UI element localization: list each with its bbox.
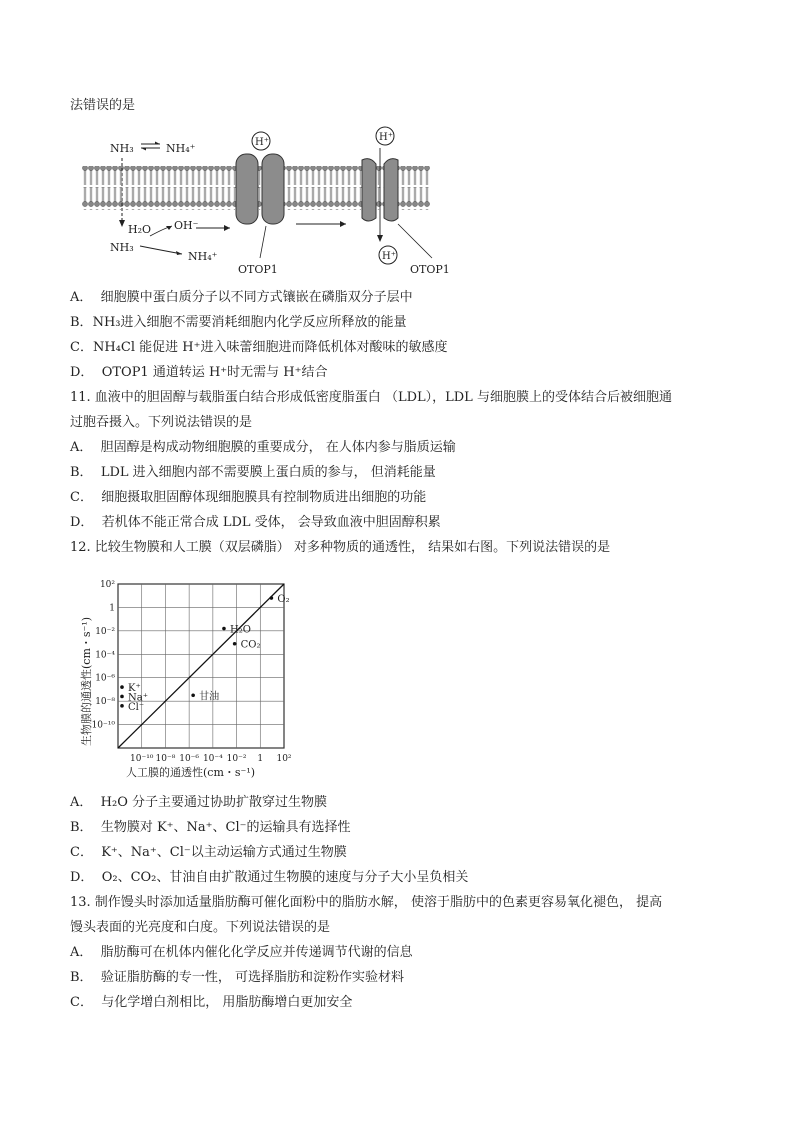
nh3-label-outside: NH₃ (110, 142, 134, 155)
data-point (120, 695, 124, 699)
data-point (222, 627, 226, 631)
q11-stem-line1: 11. 血液中的胆固醇与载脂蛋白结合形成低密度脂蛋白 （LDL），LDL 与细胞膜上的受体结合后被细胞通 (70, 390, 672, 405)
svg-text:H⁺: H⁺ (382, 251, 396, 262)
h2o-label: H₂O (128, 223, 152, 236)
q10-stem-tail: 法错误的是 (70, 98, 136, 113)
otop1-channel-open-right (384, 159, 398, 221)
y-tick-label: 10⁻² (95, 626, 115, 637)
y-tick-label: 10⁻⁶ (95, 673, 115, 684)
x-tick-label: 10⁻⁸ (155, 754, 176, 764)
q10-option-d: D． OTOP1 通道转运 H⁺时无需与 H⁺结合 (70, 365, 328, 380)
otop1-channel-closed-right (262, 154, 284, 224)
data-point-label: Cl⁻ (128, 701, 145, 713)
q11-option-c: C． 细胞摄取胆固醇体现细胞膜具有控制物质进出细胞的功能 (70, 490, 427, 505)
reference-diagonal (118, 584, 284, 748)
data-point-label: H₂O (229, 624, 251, 636)
data-point-label: Na⁺ (128, 692, 148, 704)
q13-option-c: C． 与化学增白剂相比， 用脂肪酶增白更加安全 (70, 995, 353, 1010)
data-point-label: K⁺ (128, 683, 141, 695)
q12-option-c: C． K⁺、Na⁺、Cl⁻以主动运输方式通过生物膜 (70, 845, 347, 860)
chart-xlabel: 人工膜的通透性(cm・s⁻¹) (126, 766, 256, 779)
x-tick-label: 1 (257, 754, 264, 764)
x-tick-label: 10⁻¹⁰ (130, 754, 154, 764)
q12-option-a: A． H₂O 分子主要通过协助扩散穿过生物膜 (70, 795, 327, 810)
equilibrium-arrow-icon (141, 142, 160, 151)
nh4-label-outside: NH₄⁺ (166, 142, 196, 155)
x-tick-label: 10⁻⁴ (202, 754, 223, 764)
h-ion-outside-left (252, 132, 270, 150)
data-point (233, 642, 237, 646)
q13-stem-line2: 馒头表面的光亮度和白度。下列说法错误的是 (70, 920, 331, 935)
svg-text:H⁺: H⁺ (255, 137, 269, 148)
q11-option-d: D． 若机体不能正常合成 LDL 受体， 会导致血液中胆固醇积累 (70, 515, 441, 530)
q11-option-b: B． LDL 进入细胞内部不需要膜上蛋白质的参与， 但消耗能量 (70, 465, 436, 480)
y-tick-label: 1 (109, 603, 115, 614)
y-tick-label: 10⁻⁸ (95, 697, 115, 708)
x-tick-label: 10² (276, 754, 292, 764)
q12-option-d: D． O₂、CO₂、甘油自由扩散通过生物膜的速度与分子大小呈负相关 (70, 870, 469, 885)
data-point-label: O₂ (277, 594, 290, 606)
y-tick-label: 10⁻¹⁰ (91, 720, 115, 731)
chart-grid (118, 584, 284, 748)
diffusion-arrowhead-icon (119, 220, 125, 227)
nh4-label-inside: NH₄⁺ (188, 250, 218, 263)
otop1-channel-open-left (362, 159, 376, 221)
otop1-label-left: OTOP1 (238, 263, 278, 276)
q10-option-c: C．NH₄Cl 能促进 H⁺进入味蕾细胞进而降低机体对酸味的敏感度 (70, 340, 448, 355)
svg-text:H⁺: H⁺ (379, 132, 393, 143)
reaction-arrow-icon (140, 246, 182, 254)
nh3-label-inside: NH₃ (110, 241, 134, 254)
chart-ylabel: 生物膜的通透性(cm・s⁻¹) (80, 616, 93, 746)
q10-option-a: A． 细胞膜中蛋白质分子以不同方式镶嵌在磷脂双分子层中 (70, 290, 413, 305)
q12-stem: 12. 比较生物膜和人工膜（双层磷脂） 对多种物质的通透性， 结果如右图。下列说法错误的是 (70, 540, 611, 555)
h-ion-outside-right (376, 127, 394, 145)
data-point (120, 685, 124, 689)
q13-stem-line1: 13. 制作馒头时添加适量脂肪酶可催化面粉中的脂肪水解， 使溶于脂肪中的色素更容易氧化褪色， 提高 (70, 895, 663, 910)
otop1-channel-closed-left (236, 154, 258, 224)
q11-option-a: A． 胆固醇是构成动物细胞膜的重要成分， 在人体内参与脂质运输 (70, 440, 456, 455)
data-point-label: CO₂ (240, 639, 261, 651)
q11-stem-line2: 过胞吞摄入。下列说法错误的是 (70, 415, 253, 430)
chart-points (120, 594, 289, 713)
y-tick-label: 10² (99, 580, 115, 590)
data-point-label: 甘油 (199, 691, 220, 703)
q13-option-b: B． 验证脂肪酶的专一性， 可选择脂肪和淀粉作实验材料 (70, 970, 404, 985)
membrane-diagram (70, 120, 470, 285)
x-tick-label: 10⁻² (226, 754, 247, 764)
y-tick-label: 10⁻⁴ (95, 650, 115, 661)
q13-option-a: A． 脂肪酶可在机体内催化化学反应并传递调节代谢的信息 (70, 945, 413, 960)
h-ion-inside (379, 246, 397, 264)
x-tick-label: 10⁻⁶ (179, 754, 200, 764)
data-point (270, 596, 274, 600)
data-point (191, 693, 195, 697)
permeability-chart (70, 572, 310, 784)
otop1-label-right: OTOP1 (410, 263, 450, 276)
oh-label: OH⁻ (174, 219, 199, 232)
data-point (120, 704, 124, 708)
q10-option-b: B．NH₃进入细胞不需要消耗细胞内化学反应所释放的能量 (70, 315, 407, 330)
q12-option-b: B． 生物膜对 K⁺、Na⁺、Cl⁻的运输具有选择性 (70, 820, 351, 835)
